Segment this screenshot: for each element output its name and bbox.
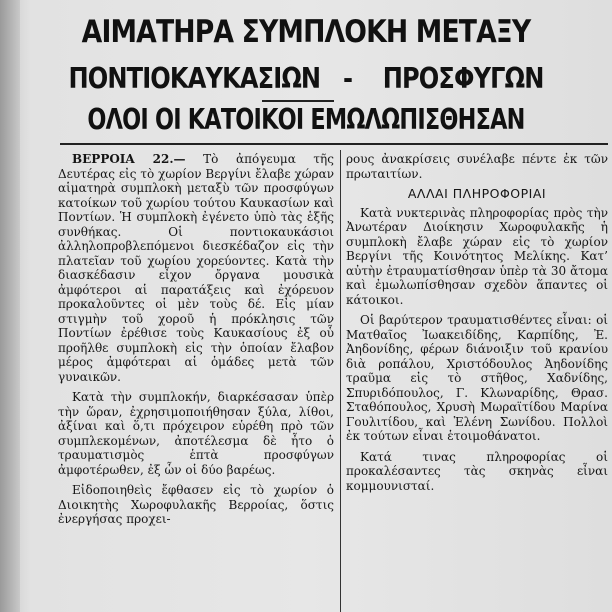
article-paragraph-6: Κατά τινας πληροφορίας οἱ προκαλέσαντες τὰς σκηνὰς εἶναι κομμουνισταί. <box>346 449 608 493</box>
article-left-column <box>58 152 334 612</box>
headline-line-3: ΟΛΟΙ ΟΙ ΚΑΤΟΙΚΟΙ ΕΜΩΛΩΠΙΣΘΗΣΑΝ <box>87 103 525 136</box>
headline-line-2-left: ΠΟΝΤΙΟΚΑΥΚΑΣΙΩΝ <box>68 62 321 95</box>
article-paragraph-3: Εἰδοποιηθεὶς ἔφθασεν εἰς τὸ χωρίον ὁ Διοικητὴς Χωροφυλακῆς Βερροίας, ὅστις ἐνεργήσας προχει- <box>58 483 334 526</box>
headline-line-2 <box>43 62 569 95</box>
headline-line-1: ΑΙΜΑΤΗΡΑ ΣΥΜΠΛΟΚΗ ΜΕΤΑΞΥ <box>81 14 531 50</box>
article-continuation: ρους ἀνακρίσεις συνέλαβε πέντε ἐκ τῶν πρωταιτίων. <box>346 152 608 181</box>
column-divider <box>340 150 341 612</box>
page-edge-shadow <box>0 0 20 612</box>
article-paragraph-5: Οἱ βαρύτερον τραυματισθέντες εἶναι: οἱ Ματθαῖος Ἰωακειδίδης, Καρπίδης, Ἐ. Ἀηδονίδης, φέρων διάνοιξιν τοῦ κρανίου διὰ ροπάλου, Χριστόδουλος Ἀηδονίδης τραῦμα εἰς τὸ στῆθος, Χαδνίδης, Σπυριδόπουλος, Γ. Κλωναρίδης, Θρασ. Σταθόπουλος, Χρυσὴ Μωραϊτίδου Μαρίνα Γουλιτίδου, καὶ Ἑλένη Σωνίδου. Πολλοὶ ἐκ τούτων εἶναι ἑτοιμοθάνατοι. <box>346 313 608 443</box>
headline-line-2-separator: - <box>343 62 360 95</box>
article-paragraph-2: Κατὰ τὴν συμπλοκήν, διαρκέσασαν ὑπὲρ τὴν ὥραν, ἐχρησιμοποιήθησαν ξύλα, λίθοι, ἀξίναι καὶ ὅ,τι πρόχειρον εὑρέθη πρὸ τῶν συμπλεκομένων, ἀποτέλεσμα δὲ ἦτο ὁ τραυματισμὸς ἑπτὰ προσφύγων ἀμφοτέρωθεν, ἐξ ὧν οἱ δύο βαρέως. <box>58 390 334 477</box>
article-right-column <box>346 152 608 612</box>
article-paragraph-1: ΒΕΡΡΟΙΑ 22.— Τὸ ἀπόγευμα τῆς Δευτέρας εἰς τὸ χωρίον Βεργίνι ἔλαβε χώραν αἱματηρὰ συμπλοκὴ μεταξὺ τῶν προσφύγων κατοίκων τοῦ χωρίου τούτου Καυκασίων καὶ Ποντίων. Ἡ συμπλοκὴ ἐγένετο ὑπὸ τὰς ἑξῆς συνθήκας. Οἱ ποντιοκαυκάσιοι ἀλληλοπροβλεπόμενοι διεσκέδαζον εἰς τὴν πλατεῖαν τοῦ χωρίου χορεύοντες. Κατὰ τὴν διασκέδασιν εἶχον ὄργανα μουσικὰ ἀμφότεροι αἱ παρατάξεις καὶ ἐχόρευον προκαλοῦντες οἱ μὲν τοὺς δέ. Εἰς μίαν στιγμὴν τοῦ χοροῦ ἡ πρόκλησις τῶν Ποντίων ἐρέθισε τοὺς Καυκασίους ἐξ οὗ προῆλθε συμπλοκὴ εἰς τὴν ὁποίαν ἔλαβον μέρος ἀμφότεραι αἱ ὁμάδες μετὰ τῶν γυναικῶν. <box>58 152 334 384</box>
headline-line-2-right: ΠΡΟΣΦΥΓΩΝ <box>382 62 544 95</box>
headline-rule-short <box>262 100 334 102</box>
article-paragraph-4: Κατὰ νυκτερινὰς πληροφορίας πρὸς τὴν Ἀνωτέραν Διοίκησιν Χωροφυλακῆς ἡ συμπλοκὴ ἔλαβε χώραν εἰς τὸ χωρίον Βεργίνι τῆς Κοινότητος Μελίκης. Κατ’ αὐτὴν ἐτραυματίσθησαν ὑπὲρ τὰ 30 ἄτομα καὶ ἐμωλωπίσθησαν σχεδὸν ἅπαντες οἱ κάτοικοι. <box>346 205 608 307</box>
headline-rule <box>60 143 608 145</box>
subheading: ΑΛΛΑΙ ΠΛΗΡΟΦΟΡΙΑΙ <box>407 186 547 201</box>
dateline: ΒΕΡΡΟΙΑ 22.— <box>72 152 186 166</box>
